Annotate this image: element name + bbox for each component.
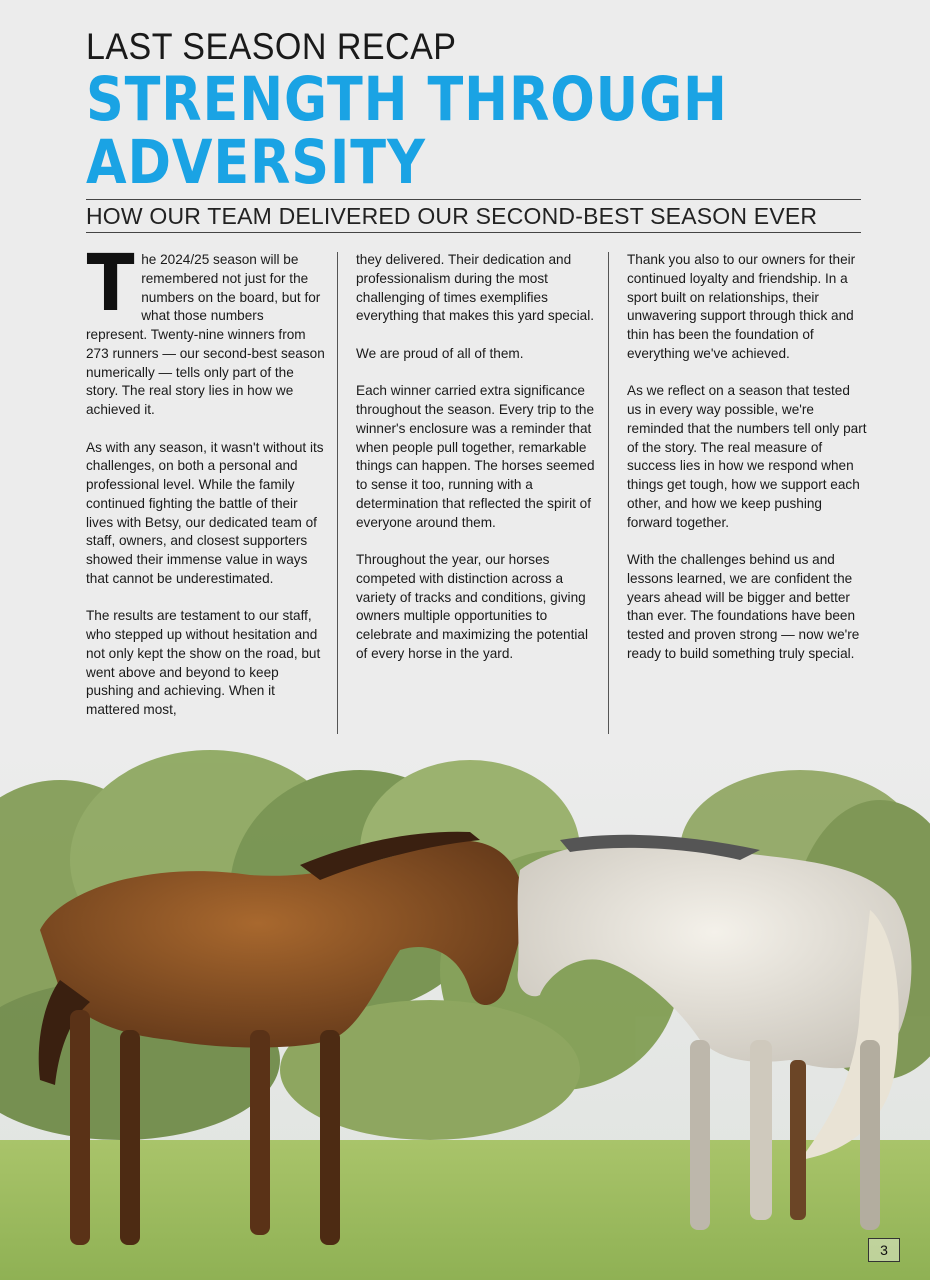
headline-line-1: STRENGTH THROUGH: [86, 64, 728, 135]
article-column-2: [356, 251, 596, 682]
section-kicker: LAST SEASON RECAP: [86, 26, 457, 67]
column-divider: [608, 252, 609, 734]
paragraph: As we reflect on a season that tested us in every way possible, we're reminded that the numbers tell only part of the story. The real measure of success lies in how we respond when things get tough, how we support each other, and how we keep pushing forward together.: [627, 383, 867, 530]
subheading: HOW OUR TEAM DELIVERED OUR SECOND-BEST SEASON EVER: [86, 203, 818, 229]
page-headline: [86, 64, 728, 198]
drop-cap: T: [86, 239, 135, 329]
horses-photo: [0, 740, 930, 1280]
paragraph: they delivered. Their dedication and professionalism during the most challenging of times exemplifies everything that makes this yard special.: [356, 252, 595, 324]
paragraph: Each winner carried extra significance throughout the season. Every trip to the winner's enclosure was a reminder that when people pull together, remarkable things can happen. The horses seemed to sense it too, running with a determination that reflected the spirit of everyone around them.: [356, 383, 595, 530]
page-number: 3: [868, 1238, 900, 1262]
column-divider: [337, 252, 338, 734]
paragraph: With the challenges behind us and lessons learned, we are confident the years ahead will be bigger and better than ever. The foundations have been tested and proven strong — now we're ready to build something truly special.: [627, 552, 860, 661]
subhead-top-rule: [86, 199, 861, 200]
subhead-bottom-rule: [86, 232, 861, 233]
paragraph: Thank you also to our owners for their continued loyalty and friendship. In a sport built on relationships, their unwavering support through thick and thin has been the foundation of everything we've achieved.: [627, 252, 856, 361]
paragraph: We are proud of all of them.: [356, 345, 524, 361]
article-column-3: [627, 251, 867, 682]
paragraph: Throughout the year, our horses competed with distinction across a variety of tracks and conditions, giving owners multiple opportunities to celebrate and maximizing the potential of every horse in the yard.: [356, 552, 588, 661]
article-column-1: [86, 239, 326, 739]
headline-line-2: ADVERSITY: [86, 127, 426, 198]
paragraph: The results are testament to our staff, who stepped up without hesitation and not only kept the show on the road, but went above and beyond to keep pushing and achieving. When it mattered most,: [86, 608, 321, 717]
paragraph: The 2024/25 season will be remembered not just for the numbers on the board, but for what those numbers represent. Twenty-nine winners from 273 runners — our second-best season numerically — tells only part of the story. The real story lies in how we achieved it.: [86, 239, 325, 417]
paragraph: As with any season, it wasn't without its challenges, on both a personal and professional level. While the family continued fighting the battle of their lives with Betsy, our dedicated team of staff, owners, and closest supporters showed their immense value in ways that cannot be underestimated.: [86, 439, 324, 586]
